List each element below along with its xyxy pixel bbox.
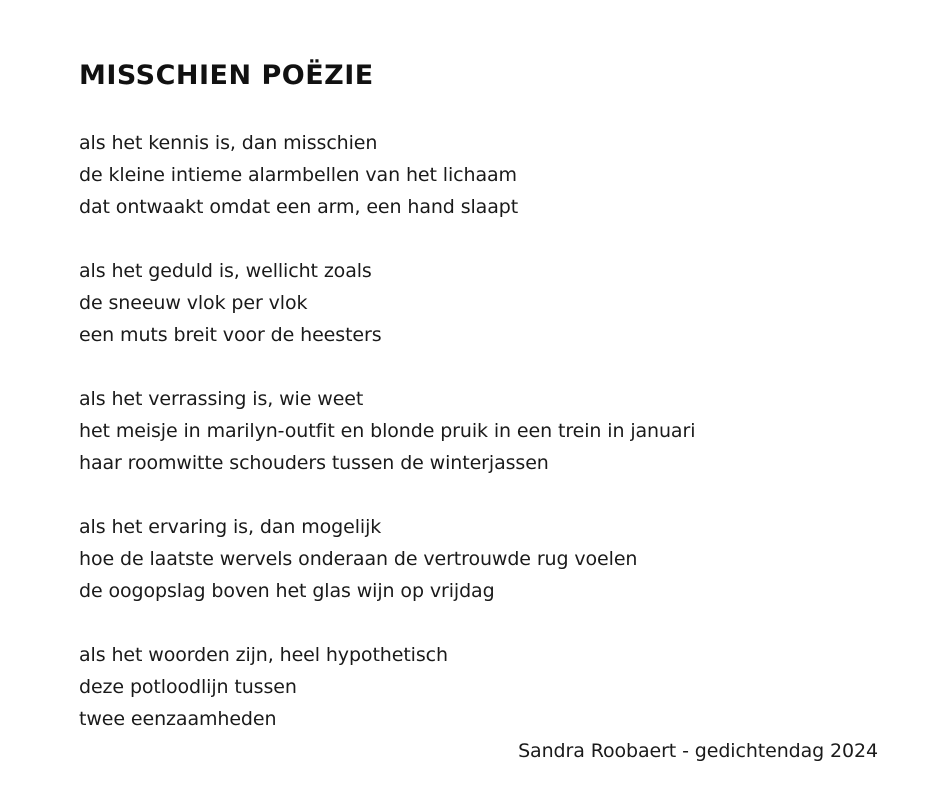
poem-line: als het woorden zijn, heel hypothetisch	[79, 644, 448, 666]
poem-line: de oogopslag boven het glas wijn op vrijdag	[79, 580, 495, 602]
poem-title: MISSCHIEN POËZIE	[79, 60, 374, 91]
stanza-2	[79, 255, 899, 351]
poem-line: als het kennis is, dan misschien	[79, 132, 378, 154]
poem-line: haar roomwitte schouders tussen de winterjassen	[79, 452, 549, 474]
poem-line: de sneeuw vlok per vlok	[79, 292, 308, 314]
poem-line: als het geduld is, wellicht zoals	[79, 260, 372, 282]
poem-line: deze potloodlijn tussen	[79, 676, 297, 698]
poem-line: het meisje in marilyn-outfit en blonde pruik in een trein in januari	[79, 420, 696, 442]
poem-line: twee eenzaamheden	[79, 708, 277, 730]
poem-signature: Sandra Roobaert - gedichtendag 2024	[518, 740, 878, 762]
poem-body	[79, 127, 899, 767]
poem-line: hoe de laatste wervels onderaan de vertrouwde rug voelen	[79, 548, 638, 570]
poem-line: dat ontwaakt omdat een arm, een hand slaapt	[79, 196, 519, 218]
stanza-1	[79, 127, 899, 223]
poem-line: als het verrassing is, wie weet	[79, 388, 364, 410]
poem-line: als het ervaring is, dan mogelijk	[79, 516, 382, 538]
stanza-3	[79, 383, 899, 479]
stanza-4	[79, 511, 899, 607]
stanza-5	[79, 639, 899, 735]
poem-line: de kleine intieme alarmbellen van het lichaam	[79, 164, 517, 186]
poem-line: een muts breit voor de heesters	[79, 324, 382, 346]
